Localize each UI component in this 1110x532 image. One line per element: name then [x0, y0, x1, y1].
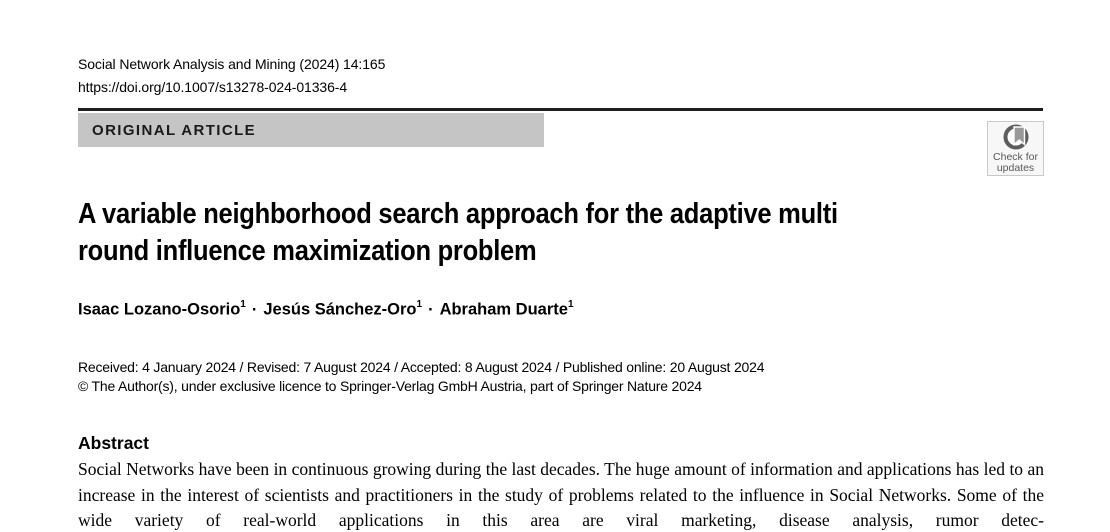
author-separator: ·	[428, 300, 434, 319]
abstract-text: Social Networks have been in continuous growing during the last decades. The huge amount of information and applications has led to an increase in the interest of scientists and practitioners in the study of problems related to the influence in Social Networks. Some of the wide variety of real-world applications in this area are viral marketing, disease analysis, rumor detec-	[78, 459, 1044, 531]
doi-link[interactable]: https://doi.org/10.1007/s13278-024-01336-4	[78, 79, 348, 95]
check-for-updates-badge[interactable]	[987, 121, 1044, 176]
author-line	[78, 300, 574, 320]
history-dates: Received: 4 January 2024 / Revised: 7 August 2024 / Accepted: 8 August 2024 / Published online: 20 August 2024	[78, 359, 765, 375]
author-name: Abraham Duarte	[439, 300, 568, 319]
affiliation-superscript: 1	[240, 299, 246, 310]
article-history	[78, 358, 764, 396]
article-type-banner	[78, 113, 544, 147]
author-name: Isaac Lozano-Osorio	[78, 300, 241, 319]
author-separator: ·	[251, 300, 258, 319]
abstract-heading: Abstract	[78, 433, 149, 453]
journal-header	[78, 53, 385, 99]
paper-title: A variable neighborhood search approach for the adaptive multi round influence maximization problem	[78, 198, 838, 267]
check-badge-label: Check for updates	[993, 151, 1038, 174]
journal-citation: Social Network Analysis and Mining (2024) 14:165	[78, 56, 386, 72]
affiliation-superscript: 1	[567, 299, 574, 310]
copyright-notice: © The Author(s), under exclusive licence to Springer-Verlag GmbH Austria, part of Springer Nature 2024	[78, 378, 702, 394]
header-rule	[78, 108, 1043, 111]
article-type-label: ORIGINAL ARTICLE	[92, 121, 257, 139]
crossmark-icon	[1001, 122, 1031, 153]
affiliation-superscript: 1	[416, 299, 423, 310]
author-name: Jesús Sánchez-Oro	[263, 300, 417, 319]
